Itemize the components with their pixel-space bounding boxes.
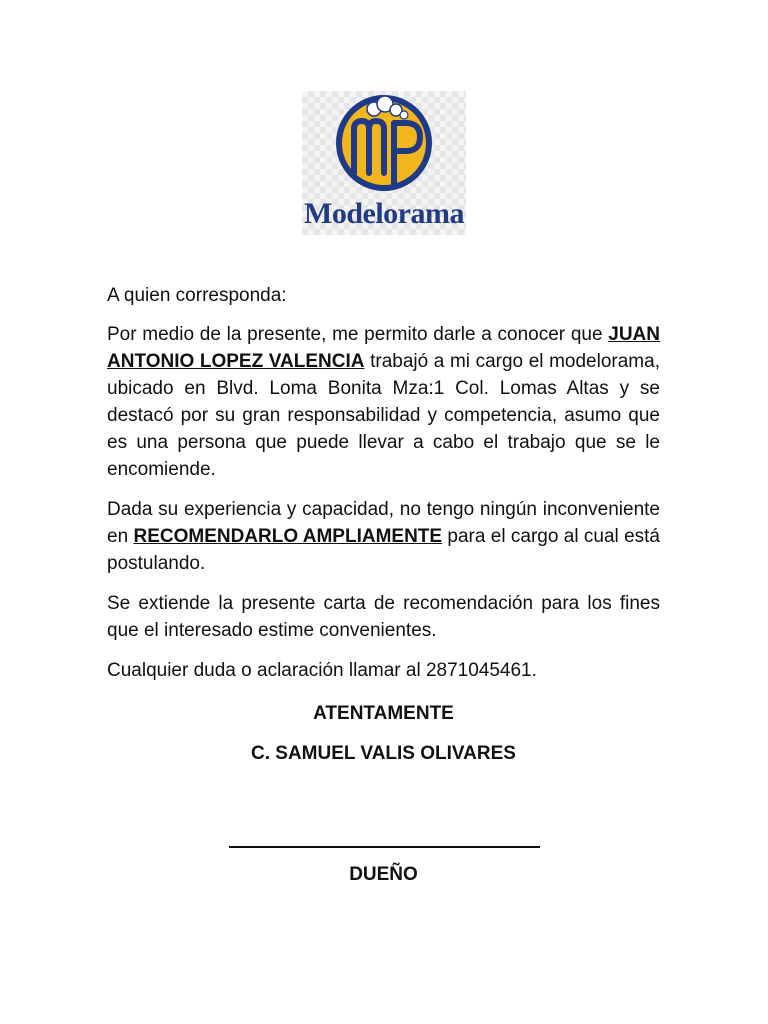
paragraph-introduction (107, 321, 660, 483)
recommendation-emphasis: RECOMENDARLO AMPLIAMENTE (133, 526, 443, 547)
paragraph-purpose: Se extiende la presente carta de recomendación para los fines que el interesado estime convenientes. (107, 593, 660, 641)
signer-role: DUEÑO (349, 864, 418, 885)
salutation: A quien corresponda: (107, 285, 287, 306)
signature-line (229, 846, 540, 848)
brand-wordmark: Modelorama (304, 197, 464, 230)
paragraph-recommendation (107, 496, 660, 577)
candidate-name: JUAN ANTONIO LOPEZ VALENCIA (107, 324, 660, 372)
recommendation-lead-text: Dada su experiencia y capacidad, no tengo ningún inconveniente en (107, 499, 660, 547)
signer-name: C. SAMUEL VALIS OLIVARES (251, 743, 516, 764)
paragraph-contact: Cualquier duda o aclaración llamar al 2871045461. (107, 660, 537, 681)
recommendation-rest-text: para el cargo al cual está postulando. (107, 526, 660, 574)
intro-lead-text: Por medio de la presente, me permito darle a conocer que (107, 324, 609, 345)
intro-rest-text: trabajó a mi cargo el modelorama, ubicado en Blvd. Loma Bonita Mza:1 Col. Lomas Altas y se destacó por su gran responsabilidad y competencia, asumo que es una persona que puede llevar a cabo el trabajo que se le encomiende. (107, 351, 660, 480)
modelorama-logo (302, 91, 466, 235)
letter-body (107, 282, 660, 697)
closing-text: ATENTAMENTE (313, 703, 454, 724)
